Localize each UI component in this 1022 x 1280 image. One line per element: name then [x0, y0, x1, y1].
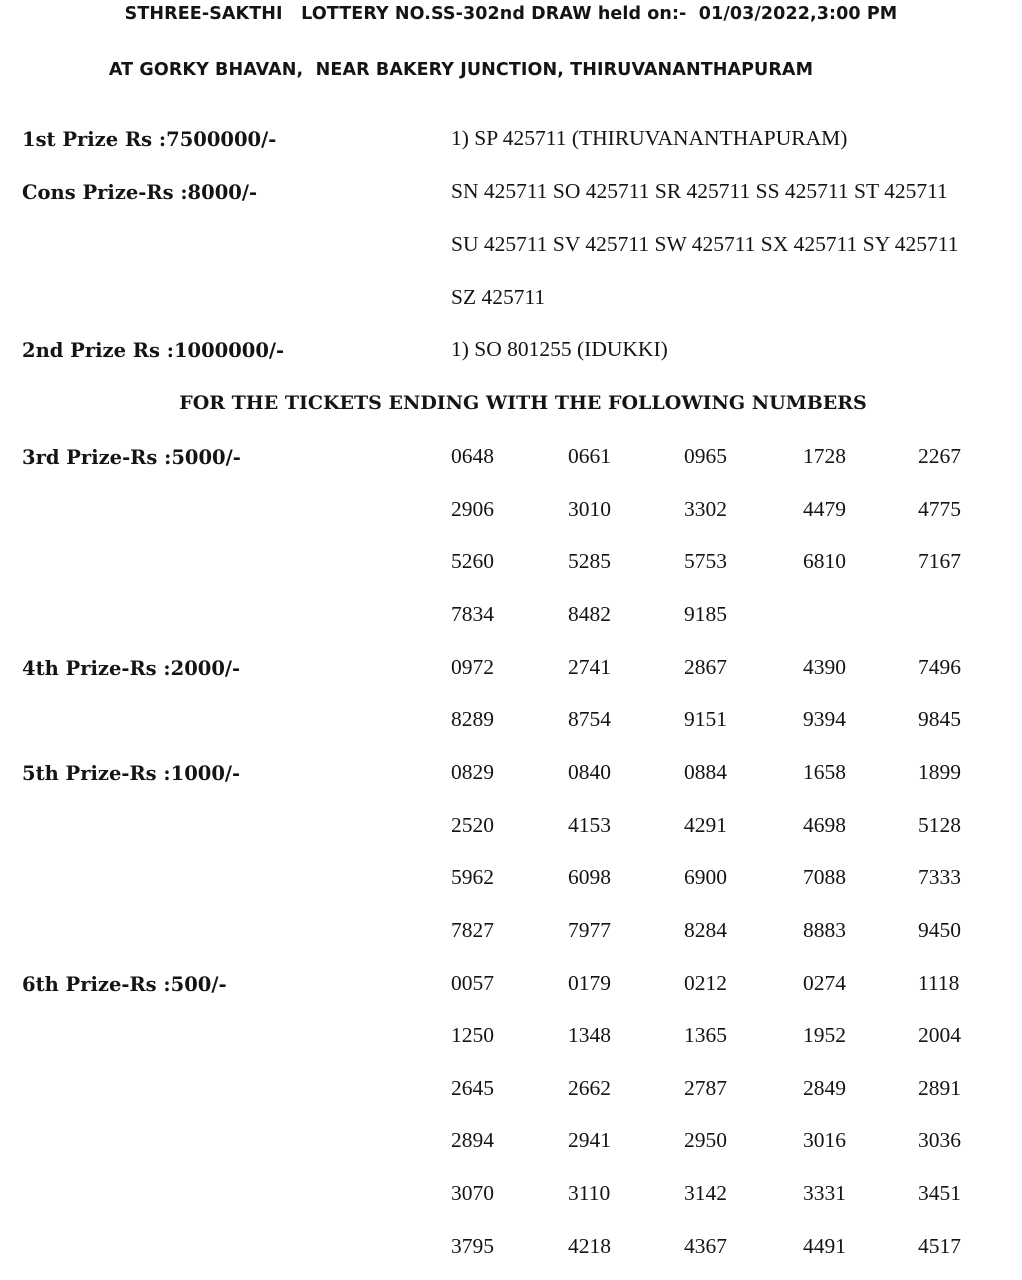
ticket-number: 4218 [568, 1233, 611, 1258]
ticket-number: 9185 [684, 601, 727, 626]
prize-label: 5th Prize-Rs :1000/- [22, 761, 241, 785]
ticket-number: 3331 [803, 1181, 846, 1206]
ticket-number: 2849 [803, 1075, 846, 1100]
ticket-number: 3010 [568, 496, 611, 521]
ticket-number: 9450 [918, 917, 961, 942]
ticket-number: 0648 [451, 444, 494, 468]
ticket-number: 0274 [803, 970, 846, 995]
ticket-number: 4479 [803, 496, 846, 521]
ticket-number: 7827 [451, 917, 494, 942]
ticket-number: 4153 [568, 812, 611, 837]
ticket-number: 4291 [684, 812, 727, 837]
ticket-number: 7496 [918, 654, 961, 679]
ticket-number: 6098 [568, 865, 611, 890]
ticket-number: 7834 [451, 601, 494, 626]
ticket-number: 4775 [918, 496, 961, 521]
ticket-number: 2906 [451, 496, 494, 521]
ticket-number: 3451 [918, 1181, 961, 1206]
ticket-number: 8883 [803, 917, 846, 942]
ticket-number: 5962 [451, 865, 494, 890]
cons-prize-line: SZ 425711 [451, 285, 546, 309]
ticket-number: 1250 [451, 1023, 494, 1048]
ticket-number: 2267 [918, 444, 961, 468]
ticket-number: 2941 [568, 1128, 611, 1153]
ticket-number: 7333 [918, 865, 961, 890]
ticket-number: 8754 [568, 707, 611, 732]
prize-label: 3rd Prize-Rs :5000/- [22, 446, 241, 469]
prize-label: 6th Prize-Rs :500/- [22, 972, 227, 996]
ticket-number: 0840 [568, 759, 611, 784]
ticket-number: 8284 [684, 917, 727, 942]
ending-numbers-note: FOR THE TICKETS ENDING WITH THE FOLLOWING NUMBERS [179, 392, 867, 414]
draw-title: STHREE-SAKTHI LOTTERY NO.SS-302nd DRAW held on:- 01/03/2022,3:00 PM [124, 4, 898, 24]
ticket-number: 4698 [803, 812, 846, 837]
ticket-number: 3302 [684, 496, 727, 521]
ticket-number: 2867 [684, 654, 727, 679]
ticket-number: 1118 [918, 970, 960, 995]
ticket-number: 2645 [451, 1075, 494, 1100]
ticket-number: 3016 [803, 1128, 846, 1153]
ticket-number: 1952 [803, 1023, 846, 1048]
ticket-number: 3036 [918, 1128, 961, 1153]
ticket-number: 0212 [684, 970, 727, 995]
ticket-number: 6900 [684, 865, 727, 890]
ticket-number: 3070 [451, 1181, 494, 1206]
ticket-number: 1348 [568, 1023, 611, 1048]
ticket-number: 3795 [451, 1233, 494, 1258]
ticket-number: 2891 [918, 1075, 961, 1100]
cons-prize-line: SN 425711 SO 425711 SR 425711 SS 425711 ST 425711 [451, 179, 948, 203]
first-prize-label: 1st Prize Rs :7500000/- [22, 128, 277, 151]
second-prize-winner: 1) SO 801255 (IDUKKI) [451, 337, 668, 361]
ticket-number: 8289 [451, 707, 494, 732]
ticket-number: 4390 [803, 654, 846, 679]
ticket-number: 0965 [684, 444, 727, 468]
ticket-number: 9394 [803, 707, 846, 732]
ticket-number: 1365 [684, 1023, 727, 1048]
ticket-number: 2787 [684, 1075, 727, 1100]
ticket-number: 2950 [684, 1128, 727, 1153]
ticket-number: 0829 [451, 759, 494, 784]
ticket-number: 4367 [684, 1233, 727, 1258]
ticket-number: 7977 [568, 917, 611, 942]
ticket-number: 0884 [684, 759, 727, 784]
ticket-number: 2741 [568, 654, 611, 679]
ticket-number: 2520 [451, 812, 494, 837]
first-prize-winner: 1) SP 425711 (THIRUVANANTHAPURAM) [451, 126, 848, 150]
ticket-number: 5128 [918, 812, 961, 837]
ticket-number: 0972 [451, 654, 494, 679]
ticket-number: 0179 [568, 970, 611, 995]
ticket-number: 9845 [918, 707, 961, 732]
ticket-number: 0057 [451, 970, 494, 995]
ticket-number: 2004 [918, 1023, 961, 1048]
ticket-number: 3142 [684, 1181, 727, 1206]
ticket-number: 5753 [684, 549, 727, 574]
ticket-number: 4517 [918, 1233, 961, 1258]
ticket-number: 4491 [803, 1233, 846, 1258]
ticket-number: 3110 [568, 1181, 611, 1206]
ticket-number: 1658 [803, 759, 846, 784]
ticket-number: 1728 [803, 444, 846, 468]
ticket-number: 5260 [451, 549, 494, 574]
ticket-number: 1899 [918, 759, 961, 784]
ticket-number: 7088 [803, 865, 846, 890]
ticket-number: 5285 [568, 549, 611, 574]
ticket-number: 8482 [568, 601, 611, 626]
cons-prize-line: SU 425711 SV 425711 SW 425711 SX 425711 SY 425711 [451, 232, 959, 256]
ticket-number: 9151 [684, 707, 727, 732]
ticket-number: 7167 [918, 549, 961, 574]
ticket-number: 2662 [568, 1075, 611, 1100]
ticket-number: 6810 [803, 549, 846, 574]
second-prize-label: 2nd Prize Rs :1000000/- [22, 339, 285, 362]
cons-prize-label: Cons Prize-Rs :8000/- [22, 181, 258, 204]
prize-label: 4th Prize-Rs :2000/- [22, 656, 241, 680]
ticket-number: 2894 [451, 1128, 494, 1153]
draw-venue: AT GORKY BHAVAN, NEAR BAKERY JUNCTION, THIRUVANANTHAPURAM [108, 60, 814, 80]
ticket-number: 0661 [568, 444, 611, 468]
